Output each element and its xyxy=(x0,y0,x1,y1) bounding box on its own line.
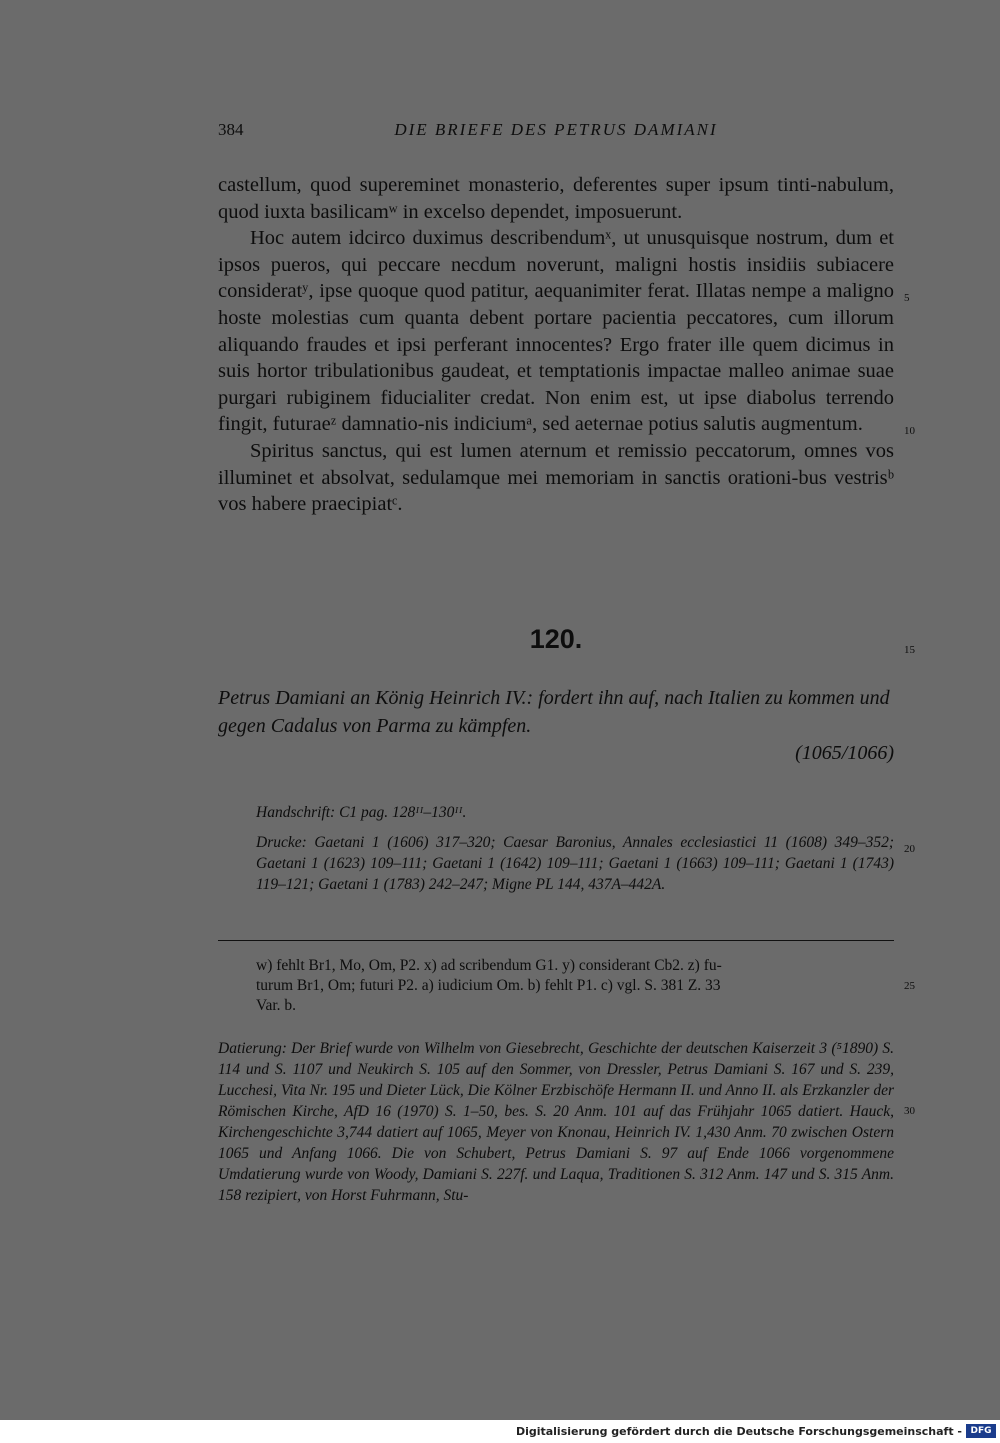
letter-regest: Petrus Damiani an König Heinrich IV.: fordert ihn auf, nach Italien zu kommen und gegen Cadalus von Parma zu kämpfen. xyxy=(218,687,890,737)
apparatus-line: turum Br1, Om; futuri P2. a) iudicium Om. b) fehlt P1. c) vgl. S. 381 Z. 33 xyxy=(256,977,721,994)
dfg-logo: DFG xyxy=(966,1424,996,1438)
line-number: 30 xyxy=(904,1105,915,1117)
dating-commentary: Datierung: Der Brief wurde von Wilhelm von Giesebrecht, Geschichte der deutschen Kaiserzeit 3 (⁵1890) S. 114 und S. 1107 und Neukirch S. 105 auf den Sommer, von Dressler, Petrus Damiani S. 167 und S. 239, Lucchesi, Vita Nr. 195 und Dieter Lück, Die Kölner Erzbischöfe Hermann II. und Anno II. als Erzkanzler der Römischen Kirche, AfD 16 (1970) S. 1–50, bes. S. 20 Anm. 101 auf das Frühjahr 1065 datiert. Hauck, Kirchengeschichte 3,744 datiert auf 1065, Meyer von Knonau, Heinrich IV. 1,430 Anm. 70 zwischen Ostern 1065 und Anfang 1066. Die von Schubert, Petrus Damiani S. 97 auf Ende 1066 vorgenommene Umdatierung wurde von Woody, Damiani S. 227f. und Laqua, Traditionen S. 312 Anm. 147 und S. 315 Anm. 158 rezipiert, von Horst Fuhrmann, Stu- xyxy=(218,1040,894,1204)
apparatus-line: w) fehlt Br1, Mo, Om, P2. x) ad scribendum G1. y) considerant Cb2. z) fu- xyxy=(256,957,722,974)
running-title: DIE BRIEFE DES PETRUS DAMIANI xyxy=(394,120,718,139)
line-number: 20 xyxy=(904,843,915,855)
letter-number: 120. xyxy=(529,624,583,654)
line-number: 15 xyxy=(904,644,915,656)
funding-credit: Digitalisierung gefördert durch die Deutsche Forschungsgemeinschaft - xyxy=(515,1425,962,1438)
critical-apparatus xyxy=(256,956,894,1016)
apparatus-divider xyxy=(218,940,894,941)
apparatus-line: Var. b. xyxy=(256,997,297,1014)
manuscript-note: Handschrift: C1 pag. 128ᴵᴵ–130ᴵᴵ. xyxy=(256,804,467,821)
prints-note: Drucke: Gaetani 1 (1606) 317–320; Caesar Baronius, Annales ecclesiastici 11 (1608) 349–352; Gaetani 1 (1623) 109–111; Gaetani 1 (1642) 109–111; Gaetani 1 (1663) 109–111; Gaetani 1 (1743) 119–121; Gaetani 1 (1783) 242–247; Migne PL 144, 437A–442A. xyxy=(256,834,894,893)
line-number: 25 xyxy=(904,980,915,992)
body-paragraph: Hoc autem idcirco duximus describendumˣ, ut unusquisque nostrum, dum et ipsos pueros, qui peccare necdum noverunt, maligni hostis insidiis subiacere consideratʸ, ipse quoque quod patitur, aequanimiter ferat. Illatas nempe a maligno hoste molestias cum quanta debent portare pacientia peccatores, cum illorum aliquando fraudes et ipsi perferant innocentes? Ergo frater ille quem dicimus in suis hortor tribulationibus gaudeat, et temptationis impactae malleo animae suae purgari rubiginem fiducialiter credat. Non enim est, ut ipse diabolus terrendo fingit, futuraeᶻ damnatio-nis indiciumᵃ, sed aeternae potius salutis augmentum. xyxy=(218,227,894,436)
body-paragraph: castellum, quod supereminet monasterio, deferentes super ipsum tinti-nabulum, quod iuxta basilicamʷ in excelso dependet, imposuerunt. xyxy=(218,174,894,223)
letter-date: (1065/1066) xyxy=(795,742,894,764)
letter-body-text xyxy=(218,172,894,518)
running-header xyxy=(218,120,894,142)
page-number: 384 xyxy=(218,120,244,139)
line-number: 10 xyxy=(904,425,915,437)
body-paragraph: Spiritus sanctus, qui est lumen aternum et remissio peccatorum, omnes vos illuminet et absolvat, sedulamque mei memoriam in sanctis orationi-bus vestrisᵇ vos habere praecipiatᶜ. xyxy=(218,439,894,516)
line-number: 5 xyxy=(904,292,910,304)
digitization-credit-bar xyxy=(0,1420,1000,1443)
